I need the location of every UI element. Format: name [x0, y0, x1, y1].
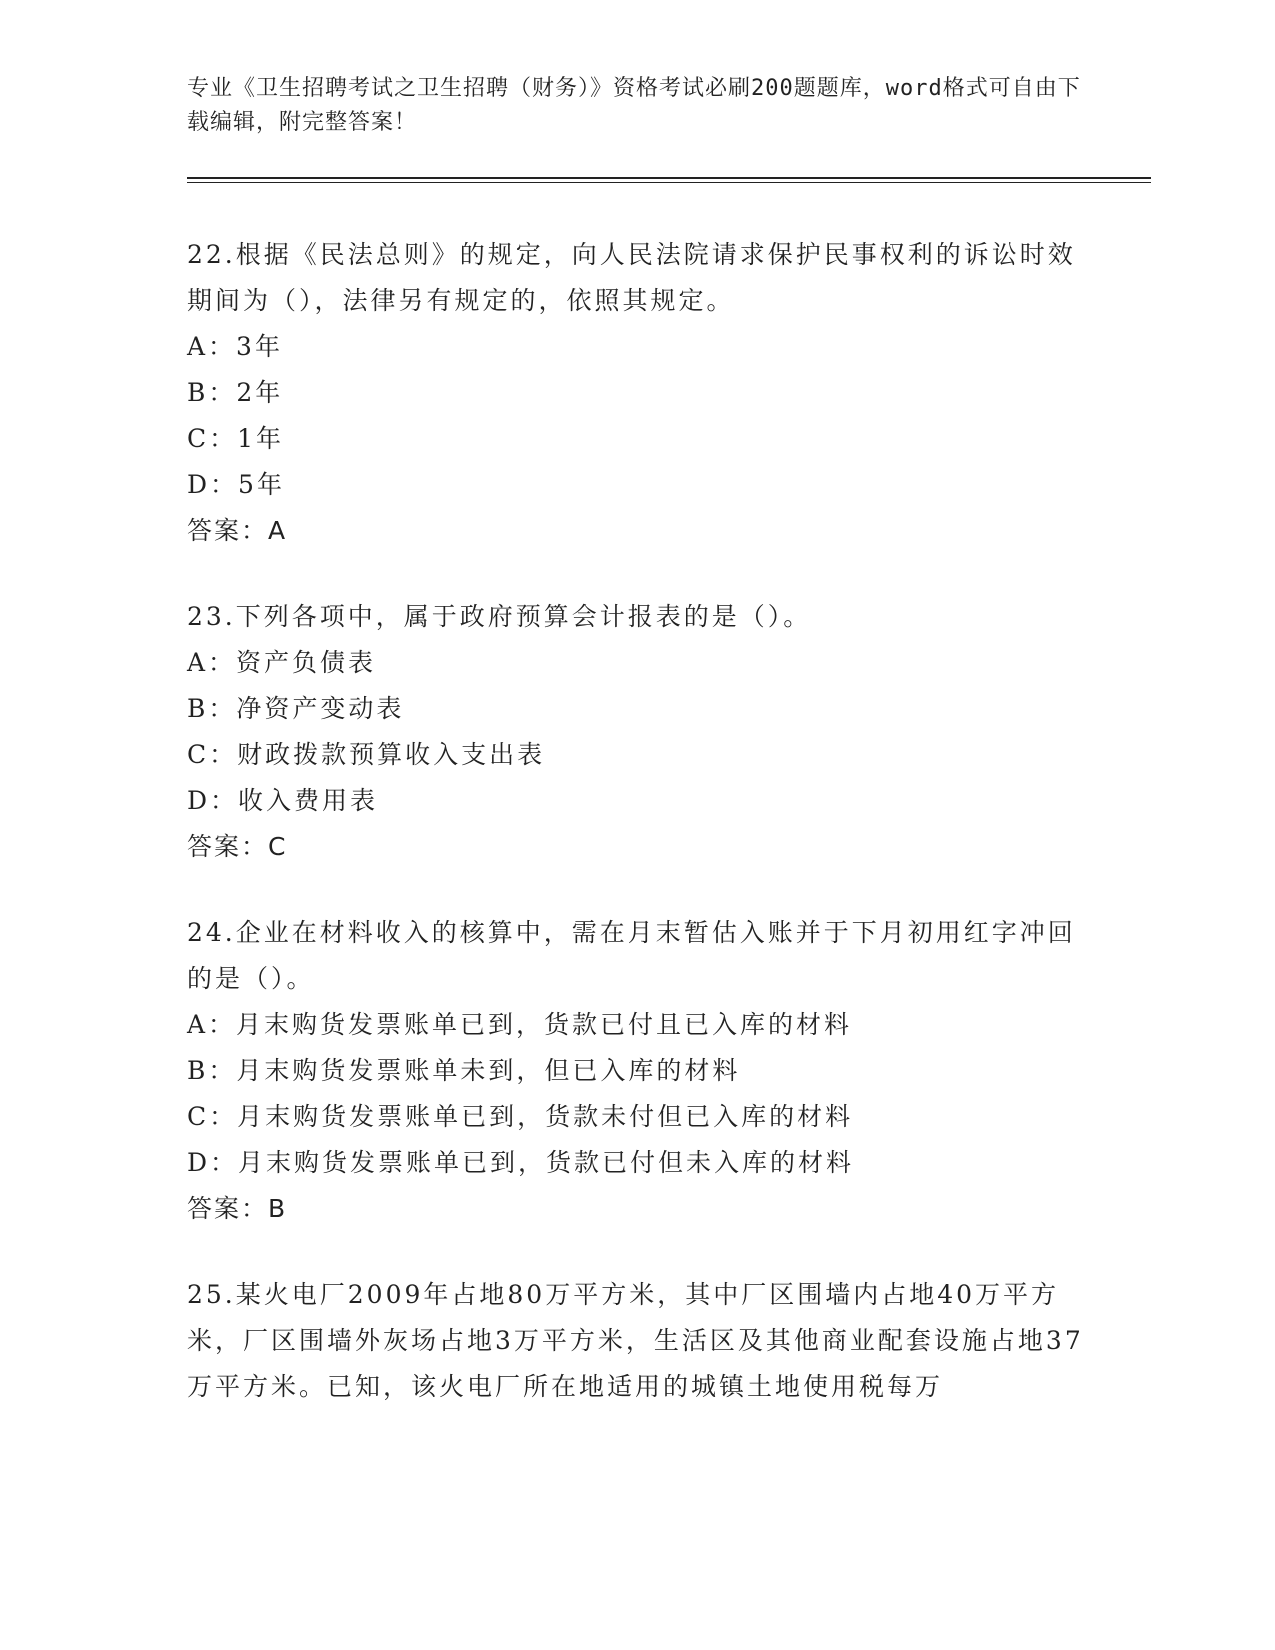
- option-b: B：净资产变动表: [187, 694, 405, 723]
- header-divider-thick: [187, 177, 1151, 179]
- option-c: C：月末购货发票账单已到，货款未付但已入库的材料: [187, 1102, 854, 1131]
- option-c: C：1年: [187, 424, 285, 453]
- question-stem: 22.根据《民法总则》的规定，向人民法院请求保护民事权利的诉讼时效期间为（），法律另有规定的，依照其规定。: [187, 240, 1076, 315]
- answer-line: 答案：A: [187, 516, 288, 545]
- document-header: [187, 72, 1087, 140]
- option-c: C：财政拨款预算收入支出表: [187, 740, 546, 769]
- answer-line: 答案：C: [187, 832, 288, 861]
- option-d: D：5年: [187, 470, 285, 499]
- question-stem: 25.某火电厂2009年占地80万平方米，其中厂区围墙内占地40万平方米，厂区围墙外灰场占地3万平方米，生活区及其他商业配套设施占地37万平方米。已知，该火电厂所在地适用的城镇土地使用税每万: [187, 1280, 1084, 1401]
- question-23: [187, 594, 1087, 870]
- option-d: D：月末购货发票账单已到，货款已付但未入库的材料: [187, 1148, 855, 1177]
- option-a: A：资产负债表: [187, 648, 377, 677]
- option-d: D：收入费用表: [187, 786, 379, 815]
- option-a: A：月末购货发票账单已到，货款已付且已入库的材料: [187, 1010, 853, 1039]
- option-b: B：月末购货发票账单未到，但已入库的材料: [187, 1056, 741, 1085]
- question-24: [187, 910, 1087, 1232]
- option-b: B：2年: [187, 378, 284, 407]
- question-25: [187, 1272, 1087, 1410]
- answer-line: 答案：B: [187, 1194, 288, 1223]
- question-stem: 23.下列各项中，属于政府预算会计报表的是（）。: [187, 602, 812, 631]
- option-a: A：3年: [187, 332, 283, 361]
- header-divider-thin: [187, 182, 1151, 183]
- question-list: [187, 232, 1087, 1450]
- question-22: [187, 232, 1087, 554]
- header-text: 专业《卫生招聘考试之卫生招聘（财务）》资格考试必刷200题题库，word格式可自由下载编辑，附完整答案！: [187, 76, 1081, 135]
- question-stem: 24.企业在材料收入的核算中，需在月末暂估入账并于下月初用红字冲回的是（）。: [187, 918, 1076, 993]
